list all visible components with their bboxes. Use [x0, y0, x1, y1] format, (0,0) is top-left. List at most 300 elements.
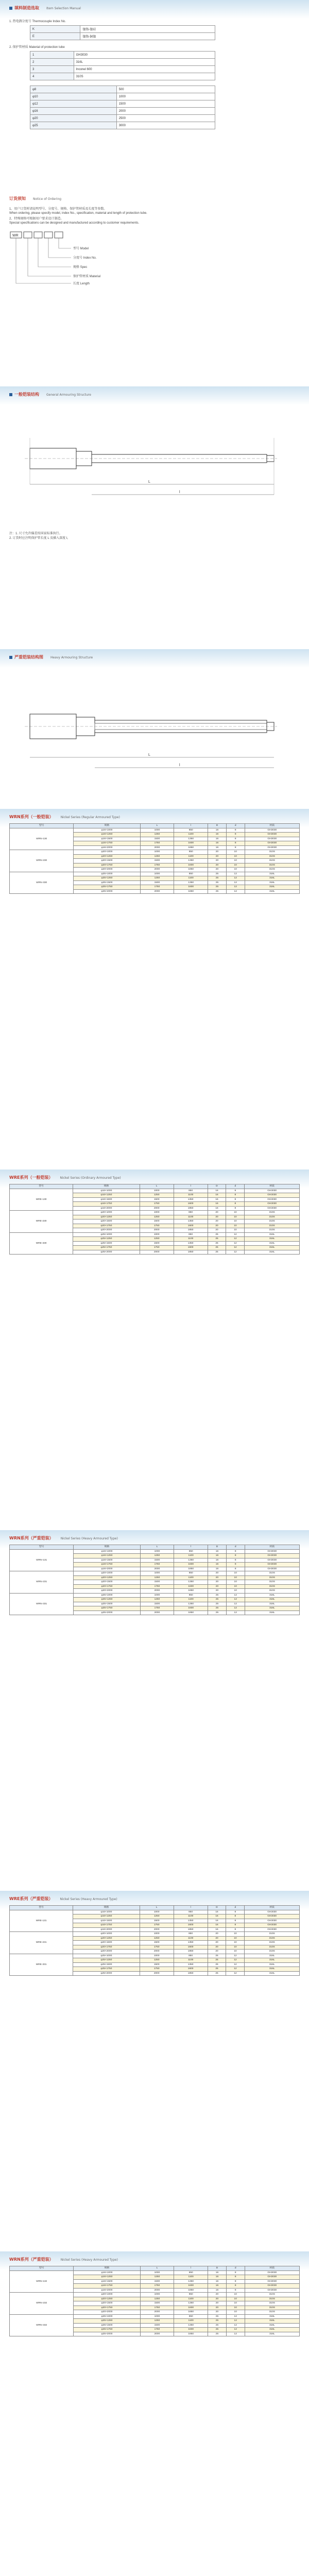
table-cell: 8 — [226, 2275, 245, 2280]
table-cell: 25 — [208, 1971, 226, 1976]
table-cell: φ16×1000 — [74, 2270, 140, 2275]
table-cell: 8 — [226, 1554, 245, 1558]
table-row — [10, 1189, 300, 1193]
table-cell: φ20×1250 — [74, 1575, 140, 1580]
table-cell: 1250 — [140, 1598, 174, 1602]
table-cell: 16 — [208, 2270, 227, 2275]
table-cell: 310S — [245, 854, 299, 859]
table-cell: 1500 — [140, 1219, 174, 1224]
table-cell: 310S — [245, 863, 299, 868]
table-cell: 2000 — [140, 1927, 174, 1932]
table-cell: 1750 — [140, 863, 174, 868]
table-cell: φ16×1250 — [74, 1554, 140, 1558]
table-cell: 1000 — [140, 1593, 174, 1598]
table-cell: 850 — [174, 1593, 208, 1598]
table-cell: GH3030 — [245, 845, 299, 850]
table-cell: GH3030 — [245, 1927, 300, 1932]
table-cell: 25 — [208, 876, 227, 881]
table-cell: 8 — [226, 2279, 245, 2284]
table-cell: φ16×1250 — [74, 833, 140, 837]
column-header: 型号 — [10, 2266, 74, 2271]
table-cell: GH3030 — [245, 828, 299, 833]
table-cell: φ20×1250 — [73, 1215, 140, 1219]
table-cell: 1250 — [140, 2297, 174, 2301]
table-cell: 25 — [208, 2332, 227, 2336]
table-cell: 310S — [245, 2310, 299, 2315]
section-title-drawing: 一般铠装结构 General Armouring Structure — [9, 392, 91, 397]
table-cell: 12 — [226, 2319, 245, 2324]
table-cell: φ25×1000 — [74, 1593, 140, 1598]
table-title — [9, 1175, 121, 1180]
table-row — [10, 2270, 300, 2275]
table-cell: 316L — [245, 885, 299, 890]
table-cell: 20 — [208, 859, 227, 863]
table-cell: GH3030 — [245, 1554, 299, 1558]
table-cell: 1350 — [174, 1941, 208, 1945]
cell: φ20 — [30, 115, 117, 122]
table-cell: 20 — [208, 1945, 226, 1950]
table-cell: 850 — [174, 2293, 208, 2297]
table-cell: 2000 — [140, 1567, 174, 1571]
table-cell: φ25×2000 — [74, 889, 140, 894]
column-header: l — [174, 1184, 208, 1189]
code-label: 规格 Spec — [73, 266, 88, 269]
spec-table-wrap — [9, 1545, 300, 1615]
table-cell: 16 — [208, 2275, 227, 2280]
table-cell: φ25×2000 — [73, 1971, 140, 1976]
table-cell: 2000 — [140, 845, 174, 850]
table-cell: 25 — [208, 1593, 227, 1598]
table-cell: 1500 — [140, 859, 174, 863]
table-cell: 1500 — [140, 1919, 174, 1923]
table-cell: 2000 — [140, 2310, 174, 2315]
table-row — [10, 1211, 300, 1215]
table-cell: φ20×2000 — [73, 1228, 140, 1233]
table-cell: 20 — [208, 1580, 227, 1585]
spec-table-wrap — [9, 823, 300, 894]
table-cell: 1350 — [174, 1919, 208, 1923]
model-cell: WRN-330 — [10, 872, 74, 894]
table-cell: GH3030 — [245, 2288, 299, 2293]
column-header: D — [208, 2266, 227, 2271]
table-cell: 16 — [208, 1923, 226, 1928]
table-cell: 1850 — [174, 845, 208, 850]
table-cell: 1600 — [174, 1967, 208, 1972]
table-cell: 10 — [226, 1945, 245, 1950]
table-cell: φ16×1250 — [74, 2275, 140, 2280]
intro-line: 1. 热电偶分度号 Thermocouple Index No. — [9, 20, 66, 23]
table-cell: 1850 — [174, 1611, 208, 1615]
table-cell: 1750 — [140, 885, 174, 890]
table-cell: φ16×1000 — [74, 828, 140, 833]
cell: 1000 — [116, 93, 215, 100]
table-cell: 1250 — [140, 2275, 174, 2280]
table-cell: 16 — [208, 2288, 227, 2293]
table-cell: 20 — [208, 863, 227, 868]
table-cell: 25 — [208, 1954, 226, 1958]
table-cell: 1350 — [174, 1197, 208, 1202]
table-cell: 1600 — [174, 1202, 208, 1207]
table-cell: φ25×1250 — [74, 1598, 140, 1602]
order-block — [9, 205, 300, 287]
cell: 500 — [116, 86, 215, 93]
column-header: l — [174, 1545, 208, 1550]
table-cell: 20 — [208, 1571, 227, 1576]
table-cell: 310S — [245, 2306, 299, 2310]
table-cell: 16 — [208, 1202, 226, 1207]
table-title-text: WRN系列（一般铠装） — [9, 815, 54, 819]
table-cell: 20 — [208, 2293, 227, 2297]
table-cell: 10 — [226, 2306, 245, 2310]
table-cell: 1500 — [140, 837, 174, 841]
table-cell: 12 — [226, 1954, 245, 1958]
model-cell: WRN-130 — [10, 828, 74, 850]
table-cell: 16 — [208, 1919, 226, 1923]
table-cell: 316L — [245, 872, 299, 876]
table-cell: 25 — [208, 889, 227, 894]
table-cell: φ25×1250 — [73, 1958, 140, 1963]
table-cell: 20 — [208, 2297, 227, 2301]
table-cell: 16 — [208, 1206, 226, 1211]
table-cell: 25 — [208, 2328, 227, 2332]
table-cell: 16 — [208, 2279, 227, 2284]
table-cell: 1600 — [174, 885, 208, 890]
table-cell: 1500 — [140, 1602, 174, 1606]
table-cell: 16 — [208, 1193, 226, 1198]
table-cell: 1000 — [140, 1189, 174, 1193]
table-cell: 10 — [226, 1575, 245, 1580]
table-cell: 316L — [245, 1246, 300, 1250]
table-cell: 12 — [226, 880, 245, 885]
table-cell: φ20×1250 — [74, 854, 140, 859]
table-cell: 8 — [226, 2284, 245, 2289]
table-row — [10, 1932, 300, 1937]
table-title — [9, 814, 120, 820]
table-cell: 310S — [245, 1580, 299, 1585]
table-cell: 20 — [208, 1224, 226, 1228]
table-cell: 25 — [208, 1232, 226, 1237]
table-cell: 850 — [174, 2270, 208, 2275]
table-cell: 2000 — [140, 1250, 174, 1255]
table-title — [9, 1896, 117, 1902]
table-cell: φ25×1250 — [73, 1237, 140, 1242]
table-cell: 12 — [226, 2314, 245, 2319]
table-cell: 8 — [226, 1549, 245, 1554]
table-cell: 8 — [226, 1206, 245, 1211]
table-cell: 1750 — [140, 1923, 174, 1928]
table-cell: 316L — [245, 1954, 300, 1958]
table-cell: 16 — [208, 1549, 227, 1554]
cell: 镍铬-铜镍 — [80, 33, 215, 40]
column-header: L — [140, 1545, 174, 1550]
table-cell: φ25×1000 — [74, 872, 140, 876]
table-cell: GH3030 — [245, 1919, 300, 1923]
table-cell: 1350 — [174, 1602, 208, 1606]
table-cell: 16 — [208, 1189, 226, 1193]
table-cell: 2000 — [140, 1950, 174, 1954]
table-cell: 16 — [208, 1563, 227, 1567]
table-row — [10, 1593, 300, 1598]
column-header: D — [208, 1184, 226, 1189]
material-table — [30, 51, 215, 80]
table-cell: φ16×2000 — [73, 1206, 140, 1211]
table-cell: 316L — [245, 1593, 299, 1598]
table-cell: 12 — [226, 1598, 245, 1602]
spec-table — [9, 823, 300, 894]
table-cell: 310S — [245, 2297, 299, 2301]
table-cell: 1750 — [140, 1967, 174, 1972]
table-cell: 16 — [208, 1927, 226, 1932]
column-header: D — [208, 1545, 227, 1550]
table-cell: 1500 — [140, 880, 174, 885]
cell: 3 — [30, 66, 74, 73]
table-cell: 20 — [208, 2301, 227, 2306]
column-header: l — [174, 1906, 208, 1910]
model-code-diagram — [9, 230, 164, 286]
table-cell: 1350 — [174, 1219, 208, 1224]
column-header: 材质 — [245, 1545, 299, 1550]
drawing-notes — [9, 531, 300, 540]
table-cell: φ20×2000 — [74, 2310, 140, 2315]
cell: E — [30, 33, 80, 40]
table-cell: φ20×1750 — [73, 1945, 140, 1950]
table-cell: 12 — [226, 1250, 245, 1255]
table-cell: φ25×1000 — [73, 1954, 140, 1958]
table-cell: 316L — [245, 1250, 300, 1255]
table-cell: 16 — [208, 845, 227, 850]
table-cell: 310S — [245, 2293, 299, 2297]
table-cell: 2000 — [140, 1206, 174, 1211]
table-cell: 1750 — [140, 2284, 174, 2289]
table-cell: 1100 — [174, 854, 208, 859]
table-cell: 310S — [245, 1571, 299, 1576]
table-cell: 1600 — [174, 2284, 208, 2289]
table-cell: 1000 — [140, 1954, 174, 1958]
table-cell: 8 — [226, 1563, 245, 1567]
table-subtitle: Nickel Series (Ordinary Armoured Type) — [60, 1176, 121, 1180]
table-cell: 12 — [226, 1962, 245, 1967]
table-cell: 20 — [208, 1228, 226, 1233]
table-cell: 310S — [245, 1932, 300, 1937]
table-cell: 316L — [245, 2319, 299, 2324]
table-cell: 1350 — [174, 2301, 208, 2306]
model-cell: WRE-331 — [10, 1954, 73, 1976]
table-cell: 850 — [174, 1932, 208, 1937]
table-cell: 1100 — [174, 1598, 208, 1602]
table-cell: 316L — [245, 1611, 299, 1615]
spec-table — [9, 1545, 300, 1615]
table-cell: φ25×1500 — [73, 1962, 140, 1967]
table-cell: φ20×1000 — [73, 1211, 140, 1215]
table-cell: 1250 — [140, 1914, 174, 1919]
column-header: 规格 — [74, 1545, 140, 1550]
cell: 1500 — [116, 100, 215, 108]
table-cell: 2000 — [140, 2288, 174, 2293]
general-armouring-drawing — [9, 407, 300, 526]
table-cell: 1500 — [140, 1241, 174, 1246]
table-cell: 20 — [208, 1950, 226, 1954]
table-cell: 10 — [226, 1215, 245, 1219]
section-title-order: 订货须知 Notice of Ordering — [9, 196, 62, 201]
table-cell: 1600 — [174, 1563, 208, 1567]
table-cell: 316L — [245, 2328, 299, 2332]
table-cell: 8 — [226, 2288, 245, 2293]
table-cell: 1100 — [174, 1554, 208, 1558]
table-cell: 1850 — [174, 2310, 208, 2315]
code-label: 长度 Length — [73, 282, 90, 285]
table-cell: 850 — [174, 1189, 208, 1193]
table-cell: 1350 — [174, 880, 208, 885]
table-cell: 310S — [245, 1219, 300, 1224]
table-cell: 1850 — [174, 889, 208, 894]
model-cell: WRN-332 — [10, 2314, 74, 2336]
table-cell: 8 — [226, 1197, 245, 1202]
table-row — [10, 850, 300, 855]
table-cell: φ25×2000 — [74, 2332, 140, 2336]
table-cell: 10 — [226, 859, 245, 863]
table-cell: 1250 — [140, 833, 174, 837]
column-header: 型号 — [10, 1906, 73, 1910]
table-cell: 10 — [226, 863, 245, 868]
table-cell: 10 — [226, 2310, 245, 2315]
table-row — [10, 828, 300, 833]
table-cell: 25 — [208, 1246, 226, 1250]
table-cell: 1600 — [174, 1606, 208, 1611]
table-cell: GH3030 — [245, 1567, 299, 1571]
table-row — [10, 1232, 300, 1237]
code-label: 分度号 Index No. — [73, 257, 97, 260]
table-cell: GH3030 — [245, 833, 299, 837]
table-cell: 10 — [226, 1211, 245, 1215]
table-cell: 25 — [208, 885, 227, 890]
table-cell: 25 — [208, 872, 227, 876]
table-cell: 20 — [208, 1941, 226, 1945]
table-row — [10, 2293, 300, 2297]
table-cell: φ16×1750 — [73, 1202, 140, 1207]
cell: 310S — [74, 73, 215, 80]
table-cell: 10 — [226, 1580, 245, 1585]
table-cell: 25 — [208, 1241, 226, 1246]
table-cell: 1850 — [174, 2288, 208, 2293]
table-cell: 12 — [226, 2323, 245, 2328]
table-cell: 1000 — [140, 1932, 174, 1937]
table-cell: 10 — [226, 1936, 245, 1941]
table-cell: 850 — [174, 1211, 208, 1215]
table-row — [10, 1549, 300, 1554]
table-cell: φ20×1750 — [74, 1584, 140, 1589]
table-cell: 1850 — [174, 1971, 208, 1976]
table-cell: 12 — [226, 1593, 245, 1598]
table-cell: 1350 — [174, 1241, 208, 1246]
table-cell: 10 — [226, 2297, 245, 2301]
table-cell: 1600 — [174, 1246, 208, 1250]
table-cell: 1750 — [140, 2328, 174, 2332]
table-cell: 310S — [245, 1584, 299, 1589]
table-cell: 10 — [226, 850, 245, 855]
table-cell: 25 — [208, 1611, 227, 1615]
table-cell: 1100 — [174, 2275, 208, 2280]
table-cell: φ25×2000 — [73, 1250, 140, 1255]
table-cell: 316L — [245, 2323, 299, 2328]
table-cell: φ20×1500 — [73, 1219, 140, 1224]
table-cell: GH3030 — [245, 1910, 300, 1914]
table-cell: 1500 — [140, 1941, 174, 1945]
cell: 2000 — [116, 108, 215, 115]
cell: φ8 — [30, 86, 117, 93]
cell: K — [30, 26, 80, 33]
column-header: d — [226, 1545, 245, 1550]
table-cell: 316L — [245, 1967, 300, 1972]
table-cell: 1000 — [140, 1571, 174, 1576]
cell: 4 — [30, 73, 74, 80]
table-cell: 1750 — [140, 1606, 174, 1611]
table-cell: 12 — [226, 1232, 245, 1237]
table-cell: 2000 — [140, 1589, 174, 1594]
table-cell: 12 — [226, 1958, 245, 1963]
table-cell: GH3030 — [245, 2270, 299, 2275]
column-header: l — [174, 824, 208, 828]
table-cell: 16 — [208, 1558, 227, 1563]
table-cell: 1100 — [174, 1215, 208, 1219]
table-cell: φ25×1750 — [74, 2328, 140, 2332]
column-header: 规格 — [74, 2266, 140, 2271]
table-row — [10, 872, 300, 876]
spec-table-wrap — [9, 1905, 300, 1976]
model-cell: WRE-131 — [10, 1910, 73, 1932]
table-cell: 850 — [174, 2314, 208, 2319]
table-cell: φ25×1750 — [74, 885, 140, 890]
table-cell: φ16×2000 — [73, 1927, 140, 1932]
table-cell: 1350 — [174, 859, 208, 863]
table-cell: 20 — [208, 868, 227, 872]
table-cell: 12 — [226, 889, 245, 894]
model-cell: WRN-331 — [10, 1593, 74, 1615]
table-cell: 12 — [226, 1237, 245, 1242]
table-cell: 10 — [226, 1589, 245, 1594]
table-cell: 25 — [208, 2314, 227, 2319]
table-cell: φ16×1750 — [74, 2284, 140, 2289]
table-cell: 1000 — [140, 2314, 174, 2319]
table-cell: φ25×1500 — [74, 1602, 140, 1606]
table-cell: 316L — [245, 1606, 299, 1611]
table-cell: 1500 — [140, 1558, 174, 1563]
table-cell: 310S — [245, 1941, 300, 1945]
table-cell: 1750 — [140, 841, 174, 846]
table-cell: 1600 — [174, 2306, 208, 2310]
table-cell: 10 — [226, 1950, 245, 1954]
table-cell: 316L — [245, 1962, 300, 1967]
table-cell: 1000 — [140, 828, 174, 833]
order-line: 2、特殊规格可根据用户要求设计制造。 — [9, 217, 64, 221]
table-cell: 16 — [208, 1197, 226, 1202]
table-cell: 20 — [208, 850, 227, 855]
table-cell: 850 — [174, 872, 208, 876]
table-cell: 310S — [245, 1211, 300, 1215]
table-cell: 316L — [245, 1598, 299, 1602]
table-cell: 20 — [208, 1584, 227, 1589]
table-cell: 25 — [208, 1962, 226, 1967]
table-cell: 850 — [174, 828, 208, 833]
table-cell: 1350 — [174, 2279, 208, 2284]
table-cell: 20 — [208, 1211, 226, 1215]
table-cell: 8 — [226, 841, 245, 846]
table-cell: 12 — [226, 2328, 245, 2332]
table-cell: 316L — [245, 1958, 300, 1963]
table-cell: 310S — [245, 850, 299, 855]
table-cell: GH3030 — [245, 837, 299, 841]
column-header: 材质 — [245, 2266, 299, 2271]
cell: Inconel 600 — [74, 66, 215, 73]
